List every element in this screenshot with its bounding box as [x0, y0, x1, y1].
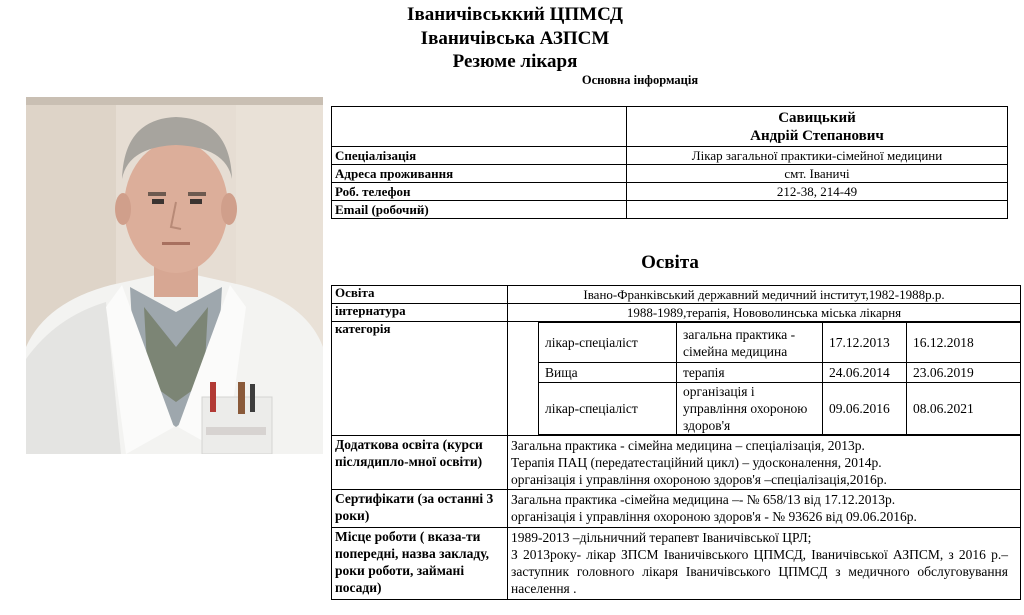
workplace-line: З 2013року- лікар ЗПСМ Іваничівського ЦПМСД, Іваничівської АЗПСМ, з 2016 р.– заступник головного лікаря Іваничівського ЦПМСД з медичного обслуговування населення . — [511, 547, 1008, 596]
category-level: лікар-спеціаліст — [539, 323, 677, 363]
info-value — [627, 201, 1008, 219]
workplace-label: Місце роботи ( вказа-ти попередні, назва закладу, роки роботи, займані посади) — [332, 528, 508, 600]
basic-info-table — [331, 106, 1008, 219]
category-field: терапія — [677, 363, 823, 383]
header-resume-title: Резюме лікаря — [452, 51, 578, 72]
header-institution: Іваничівськкий ЦПМСД — [407, 4, 623, 25]
category-date-from: 09.06.2016 — [823, 383, 907, 435]
category-level: лікар-спеціаліст — [539, 383, 677, 435]
info-value: Лікар загальної практики-сімейної медицини — [627, 147, 1008, 165]
additional-education-line: Терапія ПАЦ (передатестаційний цикл) – удосконалення, 2014р. — [511, 455, 882, 470]
info-row — [332, 201, 1008, 219]
additional-education-line: організація і управління охороною здоров'я –спеціалізація,2016р. — [511, 472, 887, 487]
category-row — [539, 323, 1021, 363]
category-date-from: 24.06.2014 — [823, 363, 907, 383]
category-date-to: 16.12.2018 — [907, 323, 1021, 363]
doctor-name-cell — [627, 107, 1008, 147]
additional-education-line: Загальна практика - сімейна медицина – спеціалізація, 2013р. — [511, 438, 865, 453]
education-table — [331, 285, 1021, 600]
additional-education-label: Додаткова освіта (курси післядипло-мної освіти) — [332, 436, 508, 490]
header-ambulatory: Іваничівська АЗПСМ — [420, 28, 610, 49]
doctor-photo — [26, 97, 323, 454]
additional-education-value — [508, 436, 1021, 490]
info-label: Email (робочий) — [332, 201, 627, 219]
info-label: Спеціалізація — [332, 147, 627, 165]
info-row — [332, 147, 1008, 165]
category-row — [539, 363, 1021, 383]
category-date-to: 08.06.2021 — [907, 383, 1021, 435]
category-date-from: 17.12.2013 — [823, 323, 907, 363]
education-value: Івано-Франківський державний медичний інститут,1982-1988р.р. — [508, 286, 1021, 304]
certificates-label: Сертифікати (за останні 3 роки) — [332, 490, 508, 528]
internatura-value: 1988-1989,терапія, Нововолинська міська лікарня — [508, 304, 1021, 322]
info-row — [332, 165, 1008, 183]
workplace-value — [508, 528, 1021, 600]
certificate-line: Загальна практика -сімейна медицина –- № 658/13 від 17.12.2013р. — [511, 492, 896, 507]
category-field: загальна практика - сімейна медицина — [677, 323, 823, 363]
info-row — [332, 183, 1008, 201]
category-row — [539, 383, 1021, 435]
info-value: смт. Іваничі — [627, 165, 1008, 183]
internatura-label: інтернатура — [332, 304, 508, 322]
header-subtitle: Основна інформація — [581, 73, 699, 87]
education-label: Освіта — [332, 286, 508, 304]
info-label: Адреса проживання — [332, 165, 627, 183]
education-section-title: Освіта — [641, 252, 699, 273]
workplace-line: 1989-2013 –дільничний терапевт Іваничівської ЦРЛ; — [511, 530, 812, 545]
category-label: категорія — [332, 322, 508, 436]
info-label: Роб. телефон — [332, 183, 627, 201]
doctor-given-name: Андрій Степанович — [750, 127, 884, 144]
category-date-to: 23.06.2019 — [907, 363, 1021, 383]
category-field: організація і управління охороною здоров'я — [677, 383, 823, 435]
category-level: Вища — [539, 363, 677, 383]
category-table — [538, 322, 1021, 435]
info-value: 212-38, 214-49 — [627, 183, 1008, 201]
certificate-line: організація і управління охороною здоров'я - № 93626 від 09.06.2016р. — [511, 509, 917, 524]
certificates-value — [508, 490, 1021, 528]
doctor-surname: Савицький — [778, 109, 856, 126]
